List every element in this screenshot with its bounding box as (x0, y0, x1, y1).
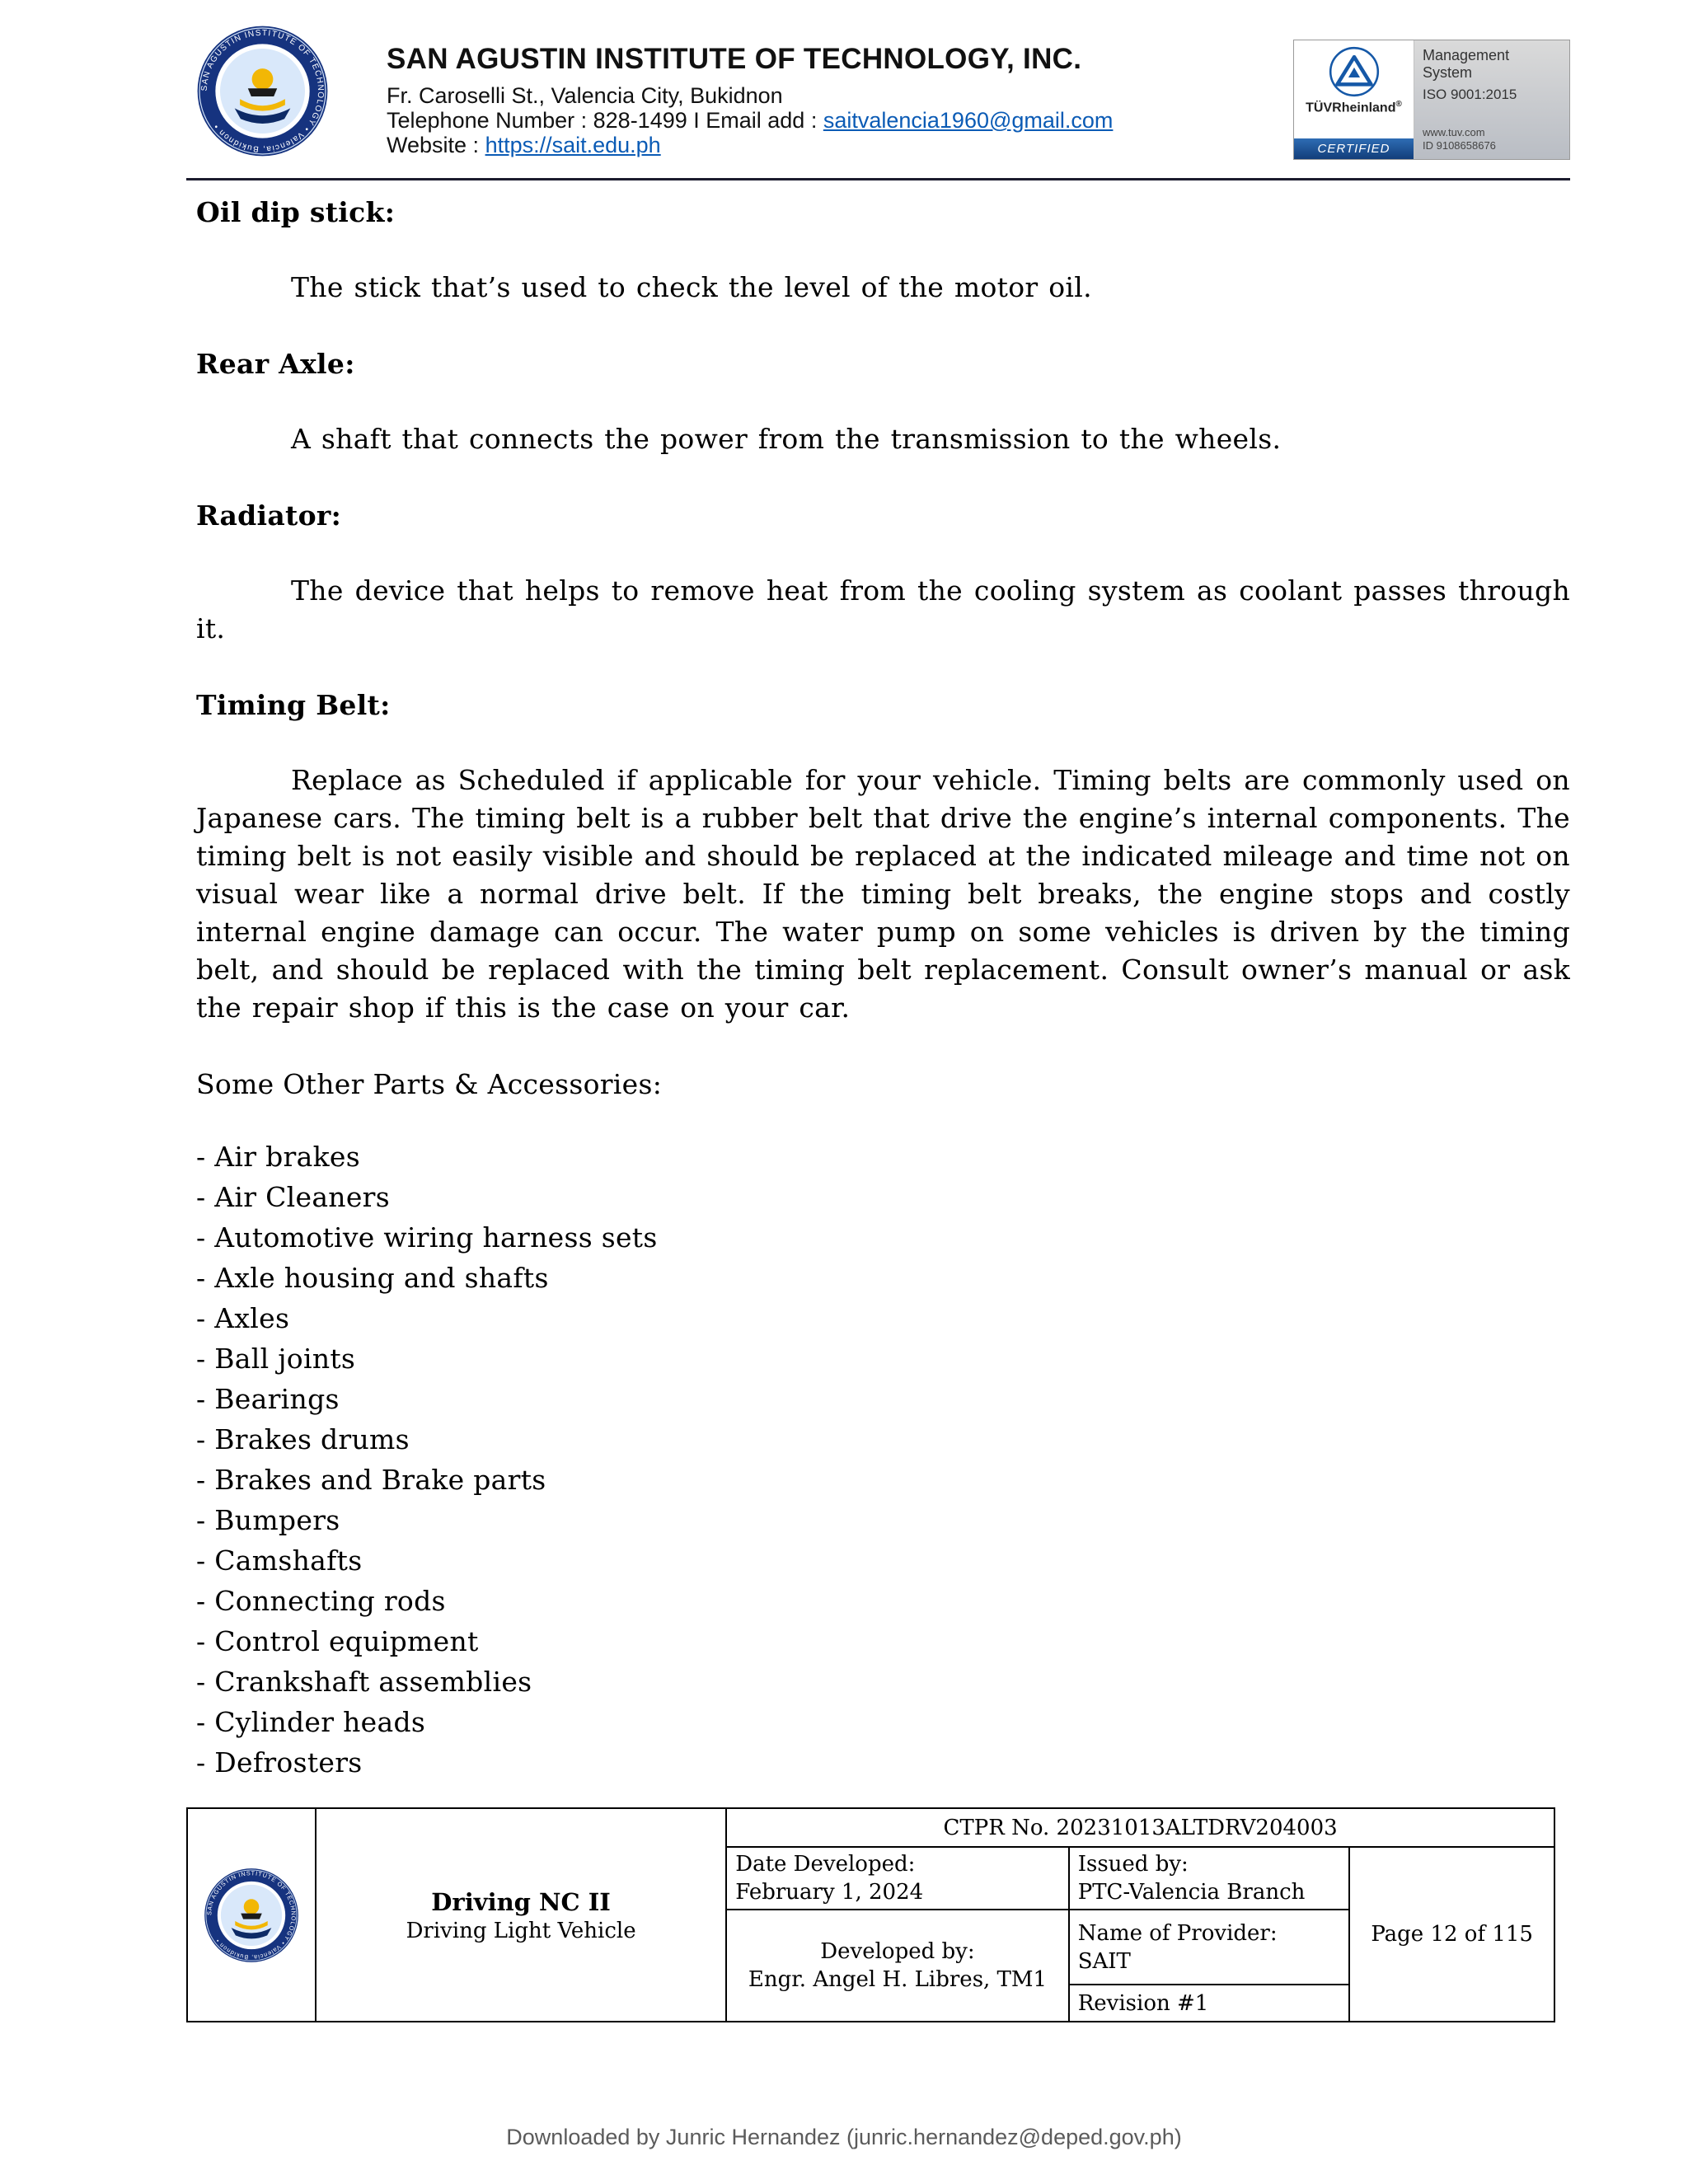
section-heading: Oil dip stick: (196, 196, 396, 228)
management-word: Management (1423, 47, 1510, 63)
contact-prefix: Telephone Number : 828-1499 I Email add : (387, 108, 823, 133)
course-cell (316, 1808, 726, 2022)
section-heading: Timing Belt: (196, 689, 391, 721)
document-footer-table (186, 1807, 1555, 2022)
section-paragraph: A shaft that connects the power from the transmission to the wheels. (291, 423, 1282, 455)
list-item: - Axles (196, 1302, 290, 1334)
tuv-brand-label (1306, 100, 1402, 115)
institution-name: SAN AGUSTIN INSTITUTE OF TECHNOLOGY, INC. (387, 43, 1082, 75)
definition-section (196, 687, 1570, 1027)
provider-cell (1069, 1910, 1350, 1985)
date-developed-value: February 1, 2024 (735, 1880, 924, 1905)
issued-by-value: PTC-Valencia Branch (1077, 1880, 1306, 1905)
section-paragraph: Replace as Scheduled if applicable for your vehicle. Timing belts are commonly used on Japanese cars. The timing belt is a rubber belt that drive the engine’s internal components. The timing belt is not easily visible and should be replaced at the indicated mileage and time not on visual wear like a normal drive belt. If the timing belt breaks, the engine stops and costly internal engine damage can occur. The water pump on some vehicles is driven by the timing belt, and should be replaced with the timing belt replacement. Consult owner’s manual or ask the repair shop if this is the case on your car. (196, 764, 1570, 1024)
document-body (196, 194, 1570, 1783)
list-item: - Camshafts (196, 1544, 363, 1577)
tuv-brand-text: TÜVRheinland (1306, 101, 1396, 115)
institution-website-line (387, 133, 1113, 157)
issued-by-label: Issued by: (1077, 1852, 1189, 1877)
tuv-badge-right (1414, 40, 1569, 159)
provider-value: SAIT (1077, 1948, 1131, 1974)
tuv-cert-id: ID 9108658676 (1423, 139, 1496, 152)
date-developed-label: Date Developed: (735, 1852, 916, 1877)
list-item: - Brakes drums (196, 1423, 410, 1455)
accessories-list (196, 1137, 1570, 1783)
developed-by-cell (726, 1910, 1068, 2022)
section-heading: Rear Axle: (196, 348, 355, 380)
list-item: - Control equipment (196, 1625, 479, 1657)
list-item: - Crankshaft assemblies (196, 1666, 532, 1698)
letterhead (196, 25, 1570, 160)
list-item: - Connecting rods (196, 1585, 446, 1617)
header-divider (186, 178, 1570, 180)
tuv-site-block (1423, 126, 1561, 152)
provider-label: Name of Provider: (1077, 1920, 1278, 1946)
iso-standard-label: ISO 9001:2015 (1423, 87, 1517, 102)
definition-section (196, 194, 1570, 307)
institution-address: Fr. Caroselli St., Valencia City, Bukidnon (387, 83, 783, 108)
list-item: - Cylinder heads (196, 1706, 426, 1738)
tuv-certification-badge (1293, 40, 1570, 160)
footer-logo-cell (187, 1808, 316, 2022)
revision-cell: Revision #1 (1069, 1985, 1350, 2022)
developed-by-value: Engr. Angel H. Libres, TM1 (748, 1967, 1048, 1992)
list-item: - Air Cleaners (196, 1181, 390, 1213)
course-title: Driving NC II (431, 1887, 611, 1916)
list-item: - Axle housing and shafts (196, 1262, 549, 1294)
letterhead-text (387, 25, 1113, 157)
list-item: - Bumpers (196, 1504, 340, 1536)
tuv-website: www.tuv.com (1423, 126, 1485, 138)
list-item: - Bearings (196, 1383, 340, 1415)
list-item: - Brakes and Brake parts (196, 1464, 546, 1496)
definition-section (196, 497, 1570, 648)
list-item: - Ball joints (196, 1343, 356, 1375)
registered-mark: ® (1395, 100, 1402, 109)
download-watermark: Downloaded by Junric Hernandez (junric.hernandez@deped.gov.ph) (506, 2125, 1182, 2149)
institution-contact-line (387, 108, 1113, 133)
page-number-cell: Page 12 of 115 (1349, 1847, 1554, 2022)
course-subtitle: Driving Light Vehicle (406, 1918, 636, 1943)
tuv-badge-left (1294, 40, 1414, 159)
section-paragraph: The device that helps to remove heat from the cooling system as coolant passes through it. (196, 574, 1570, 644)
list-item: - Defrosters (196, 1746, 363, 1779)
definition-section (196, 345, 1570, 458)
tuv-triangle-icon (1328, 45, 1381, 98)
ctpr-number-cell: CTPR No. 20231013ALTDRV204003 (726, 1808, 1554, 1847)
school-logo-small (204, 1868, 299, 1963)
developed-by-label: Developed by: (820, 1939, 975, 1964)
date-developed-cell (726, 1847, 1068, 1910)
list-item: - Air brakes (196, 1141, 360, 1173)
certified-label: CERTIFIED (1294, 138, 1414, 159)
management-system-label (1423, 47, 1561, 103)
section-paragraph: The stick that’s used to check the level of the motor oil. (291, 271, 1092, 303)
system-word: System (1423, 64, 1473, 81)
section-heading: Radiator: (196, 499, 342, 532)
email-link[interactable]: saitvalencia1960@gmail.com (823, 108, 1114, 133)
website-link[interactable]: https://sait.edu.ph (485, 133, 661, 157)
website-prefix: Website : (387, 133, 485, 157)
school-logo (196, 25, 329, 157)
accessories-title: Some Other Parts & Accessories: (196, 1068, 663, 1100)
list-item: - Automotive wiring harness sets (196, 1221, 658, 1254)
issued-by-cell (1069, 1847, 1350, 1910)
